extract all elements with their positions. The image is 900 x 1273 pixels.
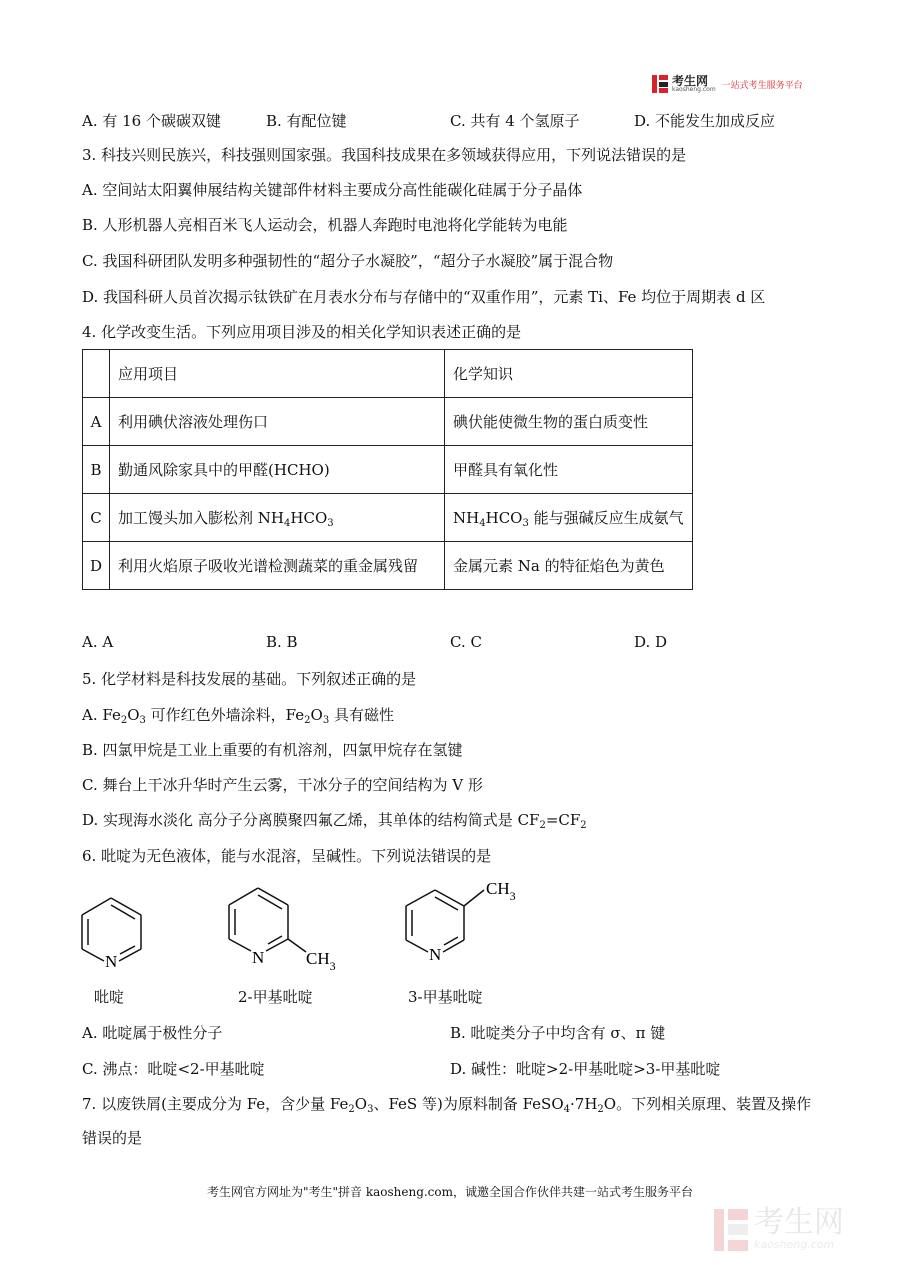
3-methylpyridine-n-label: N — [429, 945, 442, 964]
q6-option-c: C. 沸点：吡啶<2-甲基吡啶 — [82, 1060, 265, 1078]
q7-stem: 7. 以废铁屑(主要成分为 Fe，含少量 $Fe_2O_3$、FeS 等)为原料制备 $FeSO_4\cdot 7H_2O$。下列相关原理、装置及操作 — [82, 1095, 812, 1115]
q4-option-b: B. B — [266, 633, 298, 651]
table-row — [83, 446, 693, 494]
q4-table — [82, 349, 693, 590]
header-logo — [652, 72, 803, 96]
table-header-cell: 化学知识 — [445, 350, 693, 398]
q4-option-c: C. C — [450, 633, 482, 651]
row-label: C — [83, 494, 110, 542]
q3-option-c: C. 我国科研团队发明多种强韧性的“超分子水凝胶”，“超分子水凝胶”属于混合物 — [82, 252, 614, 270]
table-row — [83, 398, 693, 446]
q2-option-b: B. 有配位键 — [266, 112, 347, 130]
3-methylpyridine-structure — [400, 872, 540, 972]
logo-url: kaosheng.com — [672, 86, 716, 93]
watermark-logo-icon — [714, 1209, 748, 1251]
2-methylpyridine-structure — [222, 880, 362, 972]
q3-option-a: A. 空间站太阳翼伸展结构关键部件材料主要成分高性能碳化硅属于分子晶体 — [82, 181, 583, 199]
q3-stem: 3. 科技兴则民族兴，科技强则国家强。我国科技成果在多领域获得应用，下列说法错误的是 — [82, 146, 687, 164]
q2-option-d: D. 不能发生加成反应 — [634, 112, 776, 130]
q2-option-c: C. 共有 4 个氢原子 — [450, 112, 580, 130]
row-item: 利用火焰原子吸收光谱检测蔬菜的重金属残留 — [110, 542, 445, 590]
logo-name: 考生网 — [672, 74, 709, 88]
q6-option-a: A. 吡啶属于极性分子 — [82, 1024, 223, 1042]
table-row — [83, 542, 693, 590]
row-knowledge: 碘伏能使微生物的蛋白质变性 — [445, 398, 693, 446]
q6-option-d: D. 碱性：吡啶>2-甲基吡啶>3-甲基吡啶 — [450, 1060, 721, 1078]
row-item: 加工馒头加入膨松剂 $NH_4HCO_3$ — [110, 494, 445, 542]
watermark — [714, 1205, 844, 1251]
3-methylpyridine-name: 3-甲基吡啶 — [408, 988, 483, 1006]
2-methylpyridine-ch3-label: $CH_3$ — [306, 949, 336, 973]
q5-stem: 5. 化学材料是科技发展的基础。下列叙述正确的是 — [82, 670, 417, 688]
pyridine-structure — [78, 890, 158, 970]
2-methylpyridine-n-label: N — [252, 948, 265, 967]
table-header-row — [83, 350, 693, 398]
q4-stem: 4. 化学改变生活。下列应用项目涉及的相关化学知识表述正确的是 — [82, 323, 522, 341]
q3-option-b: B. 人形机器人亮相百米飞人运动会，机器人奔跑时电池将化学能转为电能 — [82, 216, 568, 234]
row-label: A — [83, 398, 110, 446]
table-header-cell — [83, 350, 110, 398]
logo-icon — [652, 75, 668, 93]
row-knowledge: 甲醛具有氧化性 — [445, 446, 693, 494]
logo-slogan: 一站式考生服务平台 — [721, 80, 803, 91]
row-label: B — [83, 446, 110, 494]
row-knowledge: 金属元素 Na 的特征焰色为黄色 — [445, 542, 693, 590]
2-methylpyridine-name: 2-甲基吡啶 — [238, 988, 313, 1006]
q6-stem: 6. 吡啶为无色液体，能与水混溶，呈碱性。下列说法错误的是 — [82, 847, 492, 865]
row-label: D — [83, 542, 110, 590]
page-footer: 考生网官方网址为"考生"拼音 kaosheng.com，诚邀全国合作伙伴共建一站式考生服务平台 — [206, 1185, 694, 1199]
watermark-name: 考生网 — [754, 1205, 844, 1240]
q5-option-d: D. 实现海水淡化 高分子分离膜聚四氟乙烯，其单体的结构简式是 $CF_2=CF_2$ — [82, 811, 587, 831]
q5-option-a: A. $Fe_2O_3$ 可作红色外墙涂料，$Fe_2O_3$ 具有磁性 — [82, 706, 394, 726]
q4-option-d: D. D — [634, 633, 668, 651]
pyridine-n-label: N — [105, 952, 118, 971]
q6-option-b: B. 吡啶类分子中均含有 σ、π 键 — [450, 1024, 666, 1042]
q7-stem-line2: 错误的是 — [82, 1129, 143, 1147]
3-methylpyridine-ch3-label: $CH_3$ — [486, 879, 516, 903]
watermark-url: kaosheng.com — [754, 1238, 835, 1251]
row-knowledge: $NH_4HCO_3$ 能与强碱反应生成氨气 — [445, 494, 693, 542]
q2-option-a: A. 有 16 个碳碳双键 — [82, 112, 221, 130]
q4-option-a: A. A — [82, 633, 114, 651]
table-row — [83, 494, 693, 542]
q5-option-b: B. 四氯甲烷是工业上重要的有机溶剂，四氯甲烷存在氢键 — [82, 741, 463, 759]
pyridine-name: 吡啶 — [94, 988, 125, 1006]
table-header-cell: 应用项目 — [110, 350, 445, 398]
q5-option-c: C. 舞台上干冰升华时产生云雾，干冰分子的空间结构为 V 形 — [82, 776, 483, 794]
row-item: 勤通风除家具中的甲醛(HCHO) — [110, 446, 445, 494]
q3-option-d: D. 我国科研人员首次揭示钛铁矿在月表水分布与存储中的“双重作用”，元素 Ti、Fe 均位于周期表 d 区 — [82, 288, 766, 306]
row-item: 利用碘伏溶液处理伤口 — [110, 398, 445, 446]
